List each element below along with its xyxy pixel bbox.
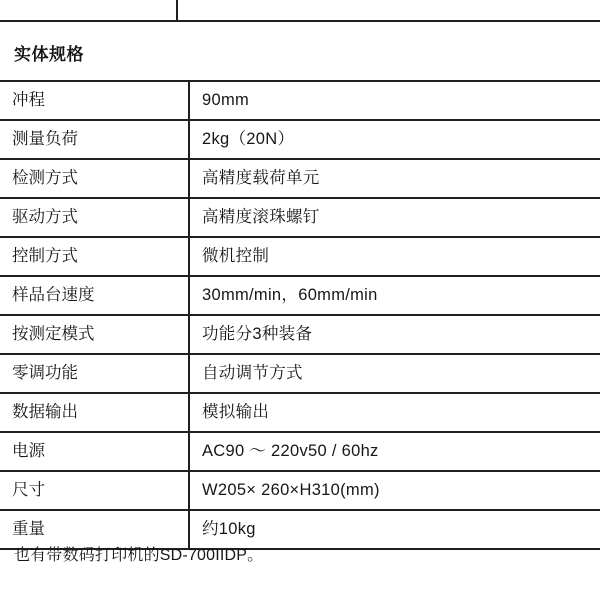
spec-value: 高精度滚珠螺钉 (189, 198, 600, 237)
column-divider (176, 0, 178, 22)
table-row (0, 432, 600, 471)
table-row (0, 471, 600, 510)
spec-label: 电源 (0, 432, 189, 471)
spec-value: 功能分3种装备 (189, 315, 600, 354)
table-row (0, 81, 600, 120)
spec-label: 零调功能 (0, 354, 189, 393)
spec-value: W205× 260×H310(mm) (189, 471, 600, 510)
spec-label: 冲程 (0, 81, 189, 120)
spec-value: 自动调节方式 (189, 354, 600, 393)
table-top-partial-row (0, 0, 600, 22)
footnote-text: 也有带数码打印机的SD-700IIDP。 (14, 547, 264, 564)
spec-label: 控制方式 (0, 237, 189, 276)
spec-label: 驱动方式 (0, 198, 189, 237)
spec-value: 2kg（20N） (189, 120, 600, 159)
spec-label: 测量负荷 (0, 120, 189, 159)
table-row (0, 354, 600, 393)
spec-value: 约10kg (189, 510, 600, 549)
table-row (0, 276, 600, 315)
spec-label: 数据输出 (0, 393, 189, 432)
spec-value: 90mm (189, 81, 600, 120)
specifications-table (0, 80, 600, 550)
spec-label: 按测定模式 (0, 315, 189, 354)
spec-value: 30mm/min，60mm/min (189, 276, 600, 315)
table-row (0, 120, 600, 159)
table-row (0, 315, 600, 354)
spec-value: 高精度载荷单元 (189, 159, 600, 198)
spec-label: 重量 (0, 510, 189, 549)
spec-label: 检测方式 (0, 159, 189, 198)
table-row (0, 393, 600, 432)
page-title: 实体规格 (14, 45, 84, 64)
spec-label: 尺寸 (0, 471, 189, 510)
table-row (0, 237, 600, 276)
spec-value: 微机控制 (189, 237, 600, 276)
table-row (0, 198, 600, 237)
spec-value: AC90 ～ 220v50 / 60hz (189, 432, 600, 471)
spec-value: 模拟输出 (189, 393, 600, 432)
table-row (0, 159, 600, 198)
spec-label: 样品台速度 (0, 276, 189, 315)
